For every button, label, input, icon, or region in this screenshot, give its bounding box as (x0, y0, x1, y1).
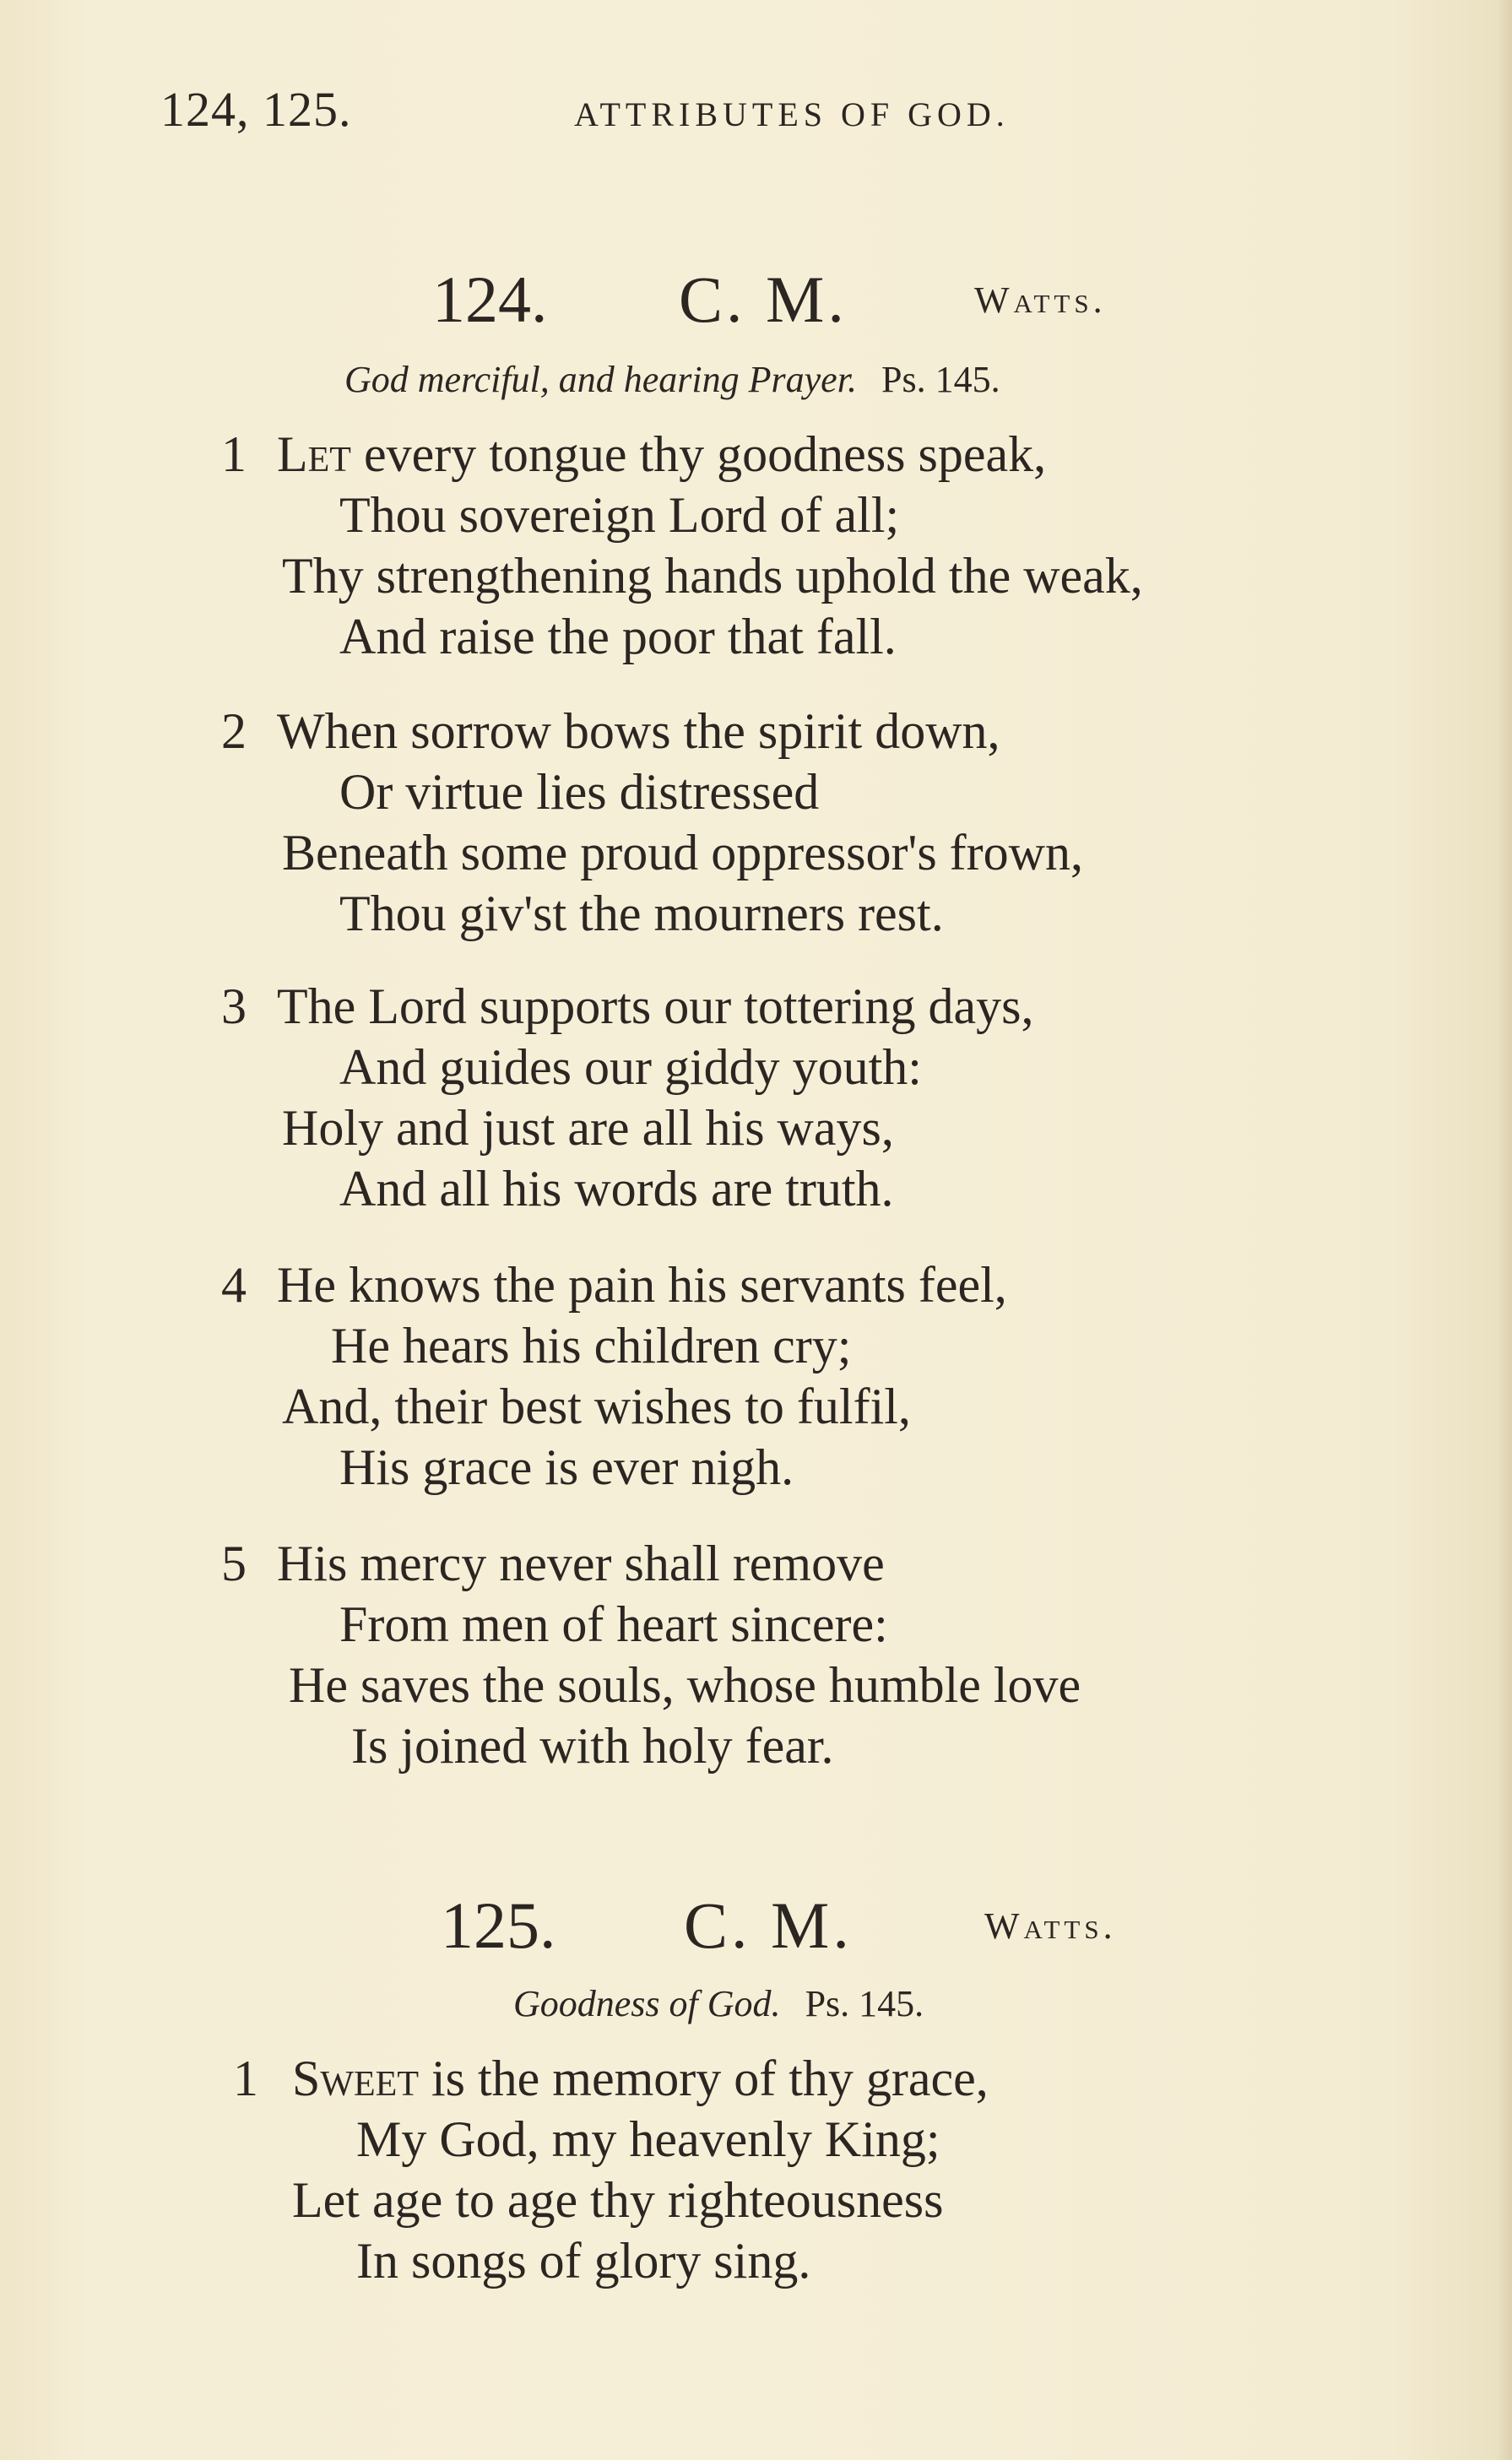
verse-number: 5 (221, 1536, 247, 1591)
verse-line (221, 1655, 1403, 1715)
page-numbers: 124, 125. (160, 82, 352, 137)
verse-line (221, 1533, 1403, 1594)
line-text: every tongue thy goodness speak, (350, 426, 1047, 482)
verse-line (221, 822, 1403, 883)
line-text: Thou giv'st the mourners rest. (339, 886, 944, 941)
line-text: Beneath some proud oppressor's frown, (282, 825, 1083, 881)
verse-line (221, 545, 1403, 606)
verse-number: 3 (221, 978, 247, 1034)
verse-line (221, 761, 1403, 822)
verse-line (221, 1315, 1403, 1376)
line-text: His mercy never shall remove (277, 1536, 885, 1591)
verse-number: 1 (233, 2051, 258, 2106)
hymn-meter: C. M. (684, 1888, 853, 1962)
hymn-topic: Goodness of God. (513, 1983, 781, 2024)
verse-line (221, 2230, 1403, 2291)
hymn-125-header (441, 1888, 1454, 1964)
verse-1 (221, 2048, 1403, 2291)
line-text: Let age to age thy righteousness (292, 2172, 944, 2228)
verse-line (221, 1097, 1403, 1158)
line-text: Thy strengthening hands uphold the weak, (282, 548, 1143, 604)
verse-line (221, 883, 1403, 944)
line-text: And raise the poor that fall. (339, 609, 897, 664)
verse-3 (221, 976, 1403, 1219)
line-text: In songs of glory sing. (356, 2233, 811, 2289)
psalm-reference: Ps. 145. (805, 1983, 924, 2024)
lead-word: Sweet (292, 2051, 419, 2106)
line-text: And guides our giddy youth: (339, 1039, 922, 1095)
verse-line (221, 1037, 1403, 1097)
line-text: Holy and just are all his ways, (282, 1100, 894, 1156)
verse-line (221, 701, 1403, 761)
verse-line (221, 606, 1403, 667)
verse-number: 4 (221, 1257, 247, 1313)
line-text: He hears his children cry; (331, 1318, 852, 1374)
hymn-meter: C. M. (679, 263, 848, 336)
hymn-author: Watts. (984, 1905, 1117, 1947)
verse-line (221, 1715, 1403, 1776)
hymn-124-subtitle (344, 358, 1000, 401)
verse-4 (221, 1254, 1403, 1498)
verse-line (221, 424, 1403, 485)
verse-line (221, 1254, 1403, 1315)
line-text: He saves the souls, whose humble love (289, 1657, 1081, 1713)
verse-line (221, 1376, 1403, 1437)
hymn-topic: God merciful, and hearing Prayer. (344, 359, 857, 400)
line-text: When sorrow bows the spirit down, (277, 703, 1000, 759)
line-text: My God, my heavenly King; (356, 2111, 940, 2167)
line-text: And, their best wishes to fulfil, (282, 1379, 911, 1434)
verse-line (221, 1158, 1403, 1219)
hymn-number: 125. (441, 1888, 556, 1962)
hymn-124-header (432, 262, 1445, 338)
line-text: He knows the pain his servants feel, (277, 1257, 1007, 1313)
hymn-125-subtitle (513, 1982, 924, 2025)
verse-number: 2 (221, 703, 247, 759)
line-text: His grace is ever nigh. (339, 1439, 794, 1495)
verse-line (221, 485, 1403, 545)
line-text: is the memory of thy grace, (418, 2051, 989, 2106)
verse-line (221, 2109, 1403, 2170)
running-head (160, 81, 1342, 140)
lead-word: Let (277, 426, 351, 482)
page-edge-shadow (1497, 0, 1512, 2460)
line-text: Is joined with holy fear. (351, 1718, 834, 1774)
line-text: And all his words are truth. (339, 1161, 894, 1216)
line-text: The Lord supports our tottering days, (277, 978, 1034, 1034)
hymn-author: Watts. (974, 279, 1107, 321)
verse-5 (221, 1533, 1403, 1776)
section-title: ATTRIBUTES OF GOD. (574, 95, 1010, 133)
line-text: From men of heart sincere: (339, 1596, 888, 1652)
verse-number: 1 (221, 426, 247, 482)
verse-line (221, 1594, 1403, 1655)
verse-line (221, 2048, 1403, 2109)
line-text: Or virtue lies distressed (339, 764, 820, 820)
line-text: Thou sovereign Lord of all; (339, 487, 900, 543)
verse-2 (221, 701, 1403, 944)
verse-line (221, 1437, 1403, 1498)
verse-1 (221, 424, 1403, 667)
verse-line (221, 976, 1403, 1037)
hymn-number: 124. (432, 263, 548, 336)
psalm-reference: Ps. 145. (881, 359, 1000, 400)
verse-line (221, 2170, 1403, 2230)
